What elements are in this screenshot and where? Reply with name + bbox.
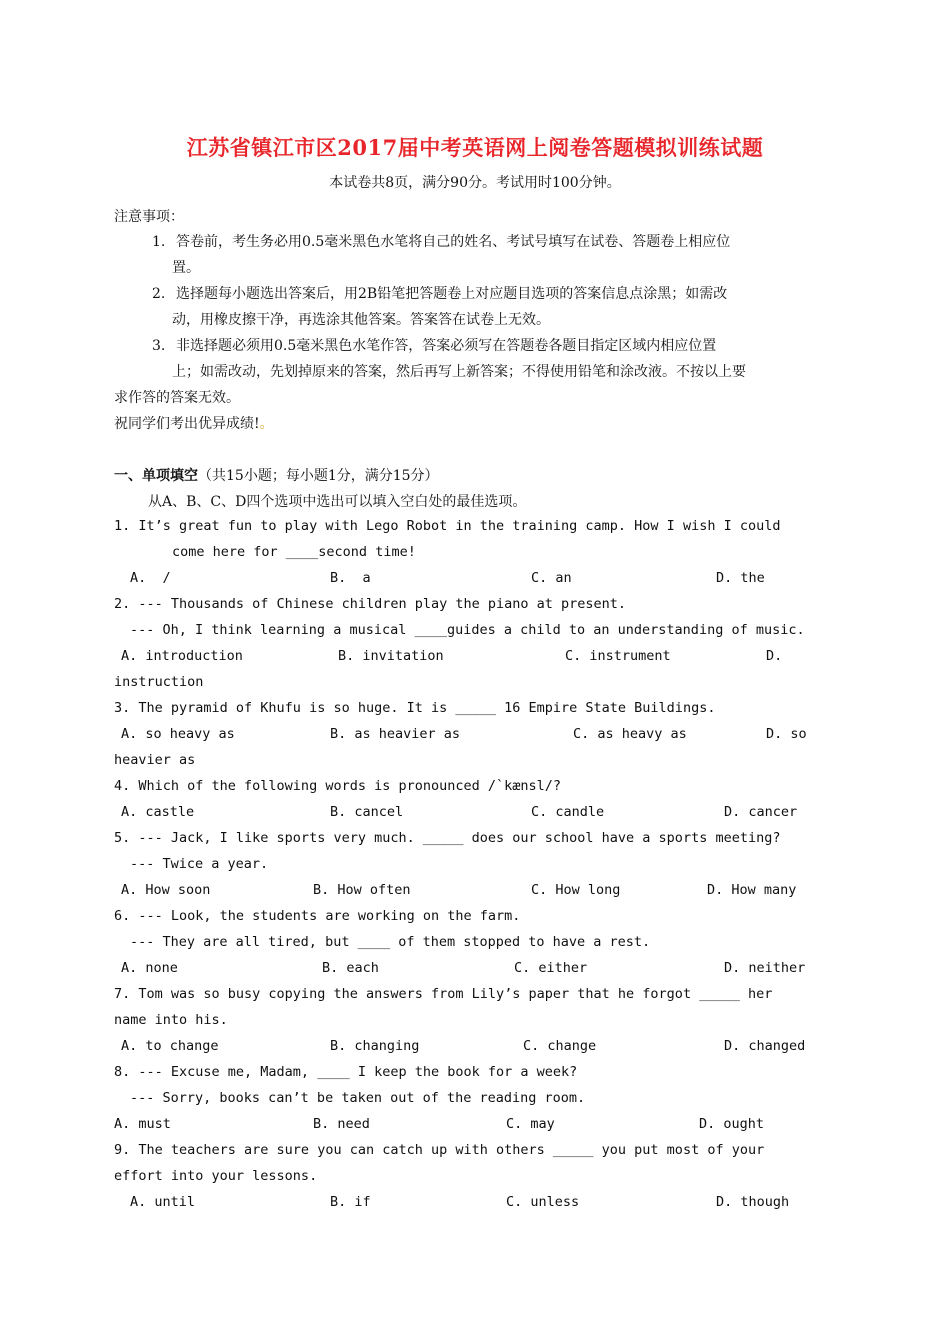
option-d: D. How many xyxy=(707,882,797,898)
option-c: C. may xyxy=(506,1116,555,1132)
question-line: effort into your lessons. xyxy=(114,1168,318,1184)
note-number: 2. xyxy=(152,286,166,302)
question-line: 2. --- Thousands of Chinese children play the piano at present. xyxy=(114,596,627,612)
option-b: B. as heavier as xyxy=(330,726,461,742)
option-c: C. candle xyxy=(531,804,605,820)
option-a: A. so heavy as xyxy=(121,726,235,742)
option-d-wrap: heavier as xyxy=(114,752,196,768)
section-title: 一、单项填空 xyxy=(114,468,198,484)
option-c: C. How long xyxy=(531,882,621,898)
question-line: name into his. xyxy=(114,1012,228,1028)
option-a: A. introduction xyxy=(121,648,243,664)
option-b: B. cancel xyxy=(330,804,404,820)
option-a: A. to change xyxy=(121,1038,219,1054)
option-d: D. so xyxy=(766,726,807,742)
section-instruction: 从A、B、C、D四个选项中选出可以填入空白处的最佳选项。 xyxy=(148,494,527,510)
note-number: 1. xyxy=(152,234,166,250)
exam-subtitle: 本试卷共8页，满分90分。考试用时100分钟。 xyxy=(329,175,621,191)
option-b: B. changing xyxy=(330,1038,420,1054)
question-line: --- Twice a year. xyxy=(130,856,269,872)
option-d: D. though xyxy=(716,1194,790,1210)
option-b: B. if xyxy=(330,1194,371,1210)
question-line: 8. --- Excuse me, Madam, ____ I keep the book for a week? xyxy=(114,1064,578,1080)
note-number: 3. xyxy=(152,338,166,354)
option-d: D. xyxy=(766,648,783,664)
note-item xyxy=(152,281,842,333)
option-a: A. until xyxy=(130,1194,196,1210)
section-meta: （共15小题；每小题1分，满分15分） xyxy=(198,468,439,484)
question-line: 1. It’s great fun to play with Lego Robot in the training camp. How I wish I could xyxy=(114,518,781,534)
question-line: 3. The pyramid of Khufu is so huge. It is _____ 16 Empire State Buildings. xyxy=(114,700,716,716)
question-line: 4. Which of the following words is pronounced /`kænsl/? xyxy=(114,778,562,794)
option-d: D. neither xyxy=(724,960,806,976)
option-d-wrap: instruction xyxy=(114,674,204,690)
exam-title: 江苏省镇江市区2017届中考英语网上阅卷答题模拟训练试题 xyxy=(186,135,764,160)
section-heading xyxy=(114,465,439,485)
note-text: 答卷前，考生务必用0.5毫米黑色水笔将自己的姓名、考试号填写在试卷、答题卷上相应位 xyxy=(176,234,731,250)
option-b: B. each xyxy=(322,960,379,976)
option-a: A. must xyxy=(114,1116,171,1132)
note-item xyxy=(114,333,842,411)
note-text-cont: 求作答的答案无效。 xyxy=(114,390,240,406)
option-d: D. the xyxy=(716,570,765,586)
option-d: D. cancer xyxy=(724,804,798,820)
option-b: B. How often xyxy=(313,882,411,898)
option-c: C. instrument xyxy=(565,648,671,664)
option-b: B. need xyxy=(313,1116,370,1132)
option-a: A. / xyxy=(130,570,171,586)
option-c: C. change xyxy=(523,1038,597,1054)
option-a: A. How soon xyxy=(121,882,211,898)
note-item xyxy=(152,229,842,281)
note-text: 非选择题必须用0.5毫米黑色水笔作答，答案必须写在答题卷各题目指定区域内相应位置 xyxy=(176,338,717,354)
note-text-cont: 置。 xyxy=(172,260,200,276)
option-c: C. unless xyxy=(506,1194,580,1210)
question-line: 5. --- Jack, I like sports very much. _____ does our school have a sports meeting? xyxy=(114,830,781,846)
option-c: C. either xyxy=(514,960,588,976)
option-d: D. ought xyxy=(699,1116,765,1132)
note-text: 选择题每小题选出答案后，用2B铅笔把答题卷上对应题目选项的答案信息点涂黑；如需改 xyxy=(176,286,728,302)
wish-line xyxy=(114,413,274,433)
wish-dot: 。 xyxy=(259,416,274,432)
question-line: come here for ____second time! xyxy=(172,544,416,560)
question-line: 9. The teachers are sure you can catch up with others _____ you put most of your xyxy=(114,1142,765,1158)
option-c: C. as heavy as xyxy=(573,726,687,742)
question-line: --- Sorry, books can’t be taken out of the reading room. xyxy=(130,1090,586,1106)
note-text-cont: 上；如需改动，先划掉原来的答案，然后再写上新答案；不得使用铅笔和涂改液。不按以上要 xyxy=(172,364,746,380)
option-c: C. an xyxy=(531,570,572,586)
question-line: --- Oh, I think learning a musical ____guides a child to an understanding of music. xyxy=(130,622,805,638)
option-d: D. changed xyxy=(724,1038,806,1054)
notes-heading: 注意事项： xyxy=(114,209,184,225)
question-line: 7. Tom was so busy copying the answers from Lily’s paper that he forgot _____ her xyxy=(114,986,773,1002)
note-text-cont: 动，用橡皮擦干净，再选涂其他答案。答案答在试卷上无效。 xyxy=(172,312,550,328)
wish-text: 祝同学们考出优异成绩! xyxy=(114,416,260,432)
option-b: B. invitation xyxy=(338,648,444,664)
question-line: --- They are all tired, but ____ of them stopped to have a rest. xyxy=(130,934,651,950)
question-line: 6. --- Look, the students are working on the farm. xyxy=(114,908,521,924)
option-a: A. none xyxy=(121,960,178,976)
option-a: A. castle xyxy=(121,804,195,820)
option-b: B. a xyxy=(330,570,371,586)
